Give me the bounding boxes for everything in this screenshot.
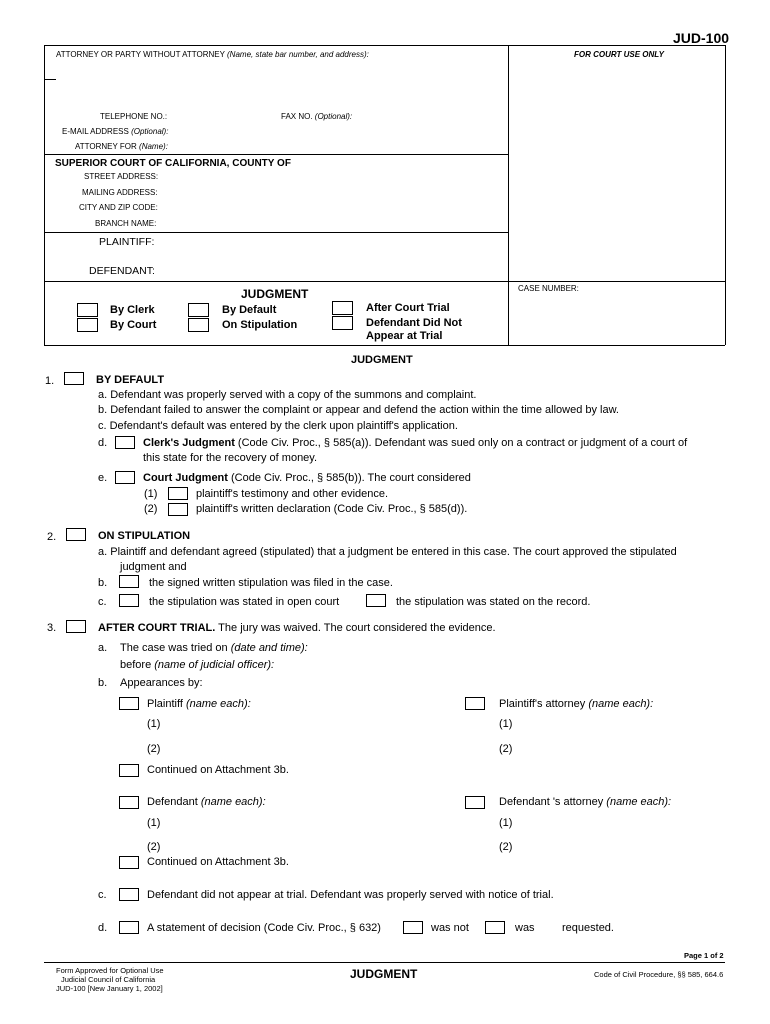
- email-label: E-MAIL ADDRESS (Optional):: [62, 127, 169, 136]
- s3-item-d-letter: d.: [98, 922, 108, 934]
- s3-plaintiff-continued-checkbox[interactable]: [119, 764, 139, 777]
- did-not-appear-label-1: Defendant Did Not: [366, 317, 462, 329]
- s1-e-checkbox[interactable]: [115, 471, 135, 484]
- s1-e2-checkbox[interactable]: [168, 503, 188, 516]
- header-divider: [508, 45, 509, 345]
- s1-title: BY DEFAULT: [96, 374, 165, 386]
- by-clerk-label: By Clerk: [110, 304, 155, 316]
- s1-e1-checkbox[interactable]: [168, 487, 188, 500]
- s3-plaintiff-checkbox[interactable]: [119, 697, 139, 710]
- s3-plaintiff-atty-n2: (2): [499, 743, 513, 755]
- s1-e1-text: plaintiff's testimony and other evidence.: [196, 488, 389, 500]
- header-line-title: [44, 281, 725, 282]
- s1-item-a: a. Defendant was properly served with a copy of the summons and complaint.: [98, 389, 477, 401]
- s2-item-c-text2: the stipulation was stated on the record.: [396, 596, 591, 608]
- telephone-label: TELEPHONE NO.:: [100, 112, 168, 121]
- s3-number: 3.: [47, 622, 57, 634]
- attorney-marker: [44, 79, 56, 80]
- s3-was-label: was: [515, 922, 535, 934]
- footer-line: [44, 962, 725, 963]
- footer-left-2: Judicial Council of California: [61, 975, 156, 984]
- footer-left-1: Form Approved for Optional Use: [56, 966, 164, 975]
- s3-was-not-checkbox[interactable]: [403, 921, 423, 934]
- header-line-parties: [44, 232, 508, 233]
- s2-item-b-text: the signed written stipulation was filed in the case.: [149, 577, 393, 589]
- did-not-appear-checkbox[interactable]: [332, 316, 353, 330]
- s3-item-d-text: A statement of decision (Code Civ. Proc., § 632): [147, 922, 381, 934]
- s2-item-c-letter: c.: [98, 596, 107, 608]
- footer-title: JUDGMENT: [350, 967, 418, 981]
- s2-item-a2: judgment and: [120, 561, 187, 573]
- s1-number: 1.: [45, 375, 55, 387]
- s1-e1-number: (1): [144, 488, 158, 500]
- by-default-label: By Default: [222, 304, 277, 316]
- s3-item-c-letter: c.: [98, 889, 107, 901]
- s3-title: AFTER COURT TRIAL. The jury was waived. The court considered the evidence.: [98, 622, 496, 634]
- s2-c2-checkbox[interactable]: [366, 594, 386, 607]
- s3-item-a-text: The case was tried on (date and time):: [120, 642, 308, 654]
- by-default-checkbox[interactable]: [188, 303, 209, 317]
- s3-item-a-before: before (name of judicial officer):: [120, 659, 275, 671]
- s3-d-checkbox[interactable]: [119, 921, 139, 934]
- s2-item-a: a. Plaintiff and defendant agreed (stipulated) that a judgment be entered in this case. The court approved the stipulated: [98, 546, 677, 558]
- s3-was-checkbox[interactable]: [485, 921, 505, 934]
- s3-plaintiff-label: Plaintiff (name each):: [147, 698, 251, 710]
- fax-label: FAX NO. (Optional):: [281, 112, 353, 121]
- form-id: JUD-100: [673, 30, 730, 46]
- s3-defendant-checkbox[interactable]: [119, 796, 139, 809]
- s3-plaintiff-atty-checkbox[interactable]: [465, 697, 485, 710]
- s2-item-c-text1: the stipulation was stated in open court: [149, 596, 340, 608]
- after-court-trial-checkbox[interactable]: [332, 301, 353, 315]
- s2-title: ON STIPULATION: [98, 530, 191, 542]
- court-title: SUPERIOR COURT OF CALIFORNIA, COUNTY OF: [55, 158, 291, 169]
- s3-plaintiff-n2: (2): [147, 743, 161, 755]
- s3-item-b-letter: b.: [98, 677, 108, 689]
- s2-item-b-letter: b.: [98, 577, 108, 589]
- attorney-for-label: ATTORNEY FOR (Name):: [75, 142, 168, 151]
- s1-item-c: c. Defendant's default was entered by the clerk upon plaintiff's application.: [98, 420, 458, 432]
- s1-d-checkbox[interactable]: [115, 436, 135, 449]
- s2-c1-checkbox[interactable]: [119, 594, 139, 607]
- s3-item-c-text: Defendant did not appear at trial. Defendant was properly served with notice of trial.: [147, 889, 554, 901]
- s3-c-checkbox[interactable]: [119, 888, 139, 901]
- s3-defendant-atty-label: Defendant 's attorney (name each):: [499, 796, 672, 808]
- attorney-label: ATTORNEY OR PARTY WITHOUT ATTORNEY (Name, state bar number, and address):: [56, 50, 369, 59]
- s2-b-checkbox[interactable]: [119, 575, 139, 588]
- header-line-court: [44, 154, 508, 155]
- by-court-checkbox[interactable]: [77, 318, 98, 332]
- s3-defendant-label: Defendant (name each):: [147, 796, 266, 808]
- s3-plaintiff-atty-n1: (1): [499, 718, 513, 730]
- footer-left-3: JUD-100 [New January 1, 2002]: [56, 984, 163, 993]
- on-stipulation-checkbox[interactable]: [188, 318, 209, 332]
- by-clerk-checkbox[interactable]: [77, 303, 98, 317]
- s3-defendant-atty-n1: (1): [499, 817, 513, 829]
- s1-item-b: b. Defendant failed to answer the complaint or appear and defend the action within the time allowed by law.: [98, 404, 619, 416]
- title-block-heading: JUDGMENT: [241, 287, 309, 301]
- s3-was-not-label: was not: [431, 922, 469, 934]
- city-label: CITY AND ZIP CODE:: [79, 203, 158, 212]
- s3-defendant-continued-checkbox[interactable]: [119, 856, 139, 869]
- s2-checkbox[interactable]: [66, 528, 86, 541]
- s3-plaintiff-n1: (1): [147, 718, 161, 730]
- s1-item-e-letter: e.: [98, 472, 108, 484]
- header-left-border: [44, 45, 45, 345]
- case-number-label: CASE NUMBER:: [518, 284, 579, 293]
- s3-item-a-letter: a.: [98, 642, 108, 654]
- s1-item-d-text2: this state for the recovery of money.: [143, 452, 318, 464]
- on-stipulation-label: On Stipulation: [222, 319, 298, 331]
- s3-defendant-n2: (2): [147, 841, 161, 853]
- section-title: JUDGMENT: [351, 354, 413, 366]
- s3-defendant-n1: (1): [147, 817, 161, 829]
- by-court-label: By Court: [110, 319, 157, 331]
- after-court-trial-label: After Court Trial: [366, 302, 450, 314]
- header-right-border: [725, 45, 726, 345]
- s2-number: 2.: [47, 531, 57, 543]
- s3-defendant-atty-checkbox[interactable]: [465, 796, 485, 809]
- s1-item-d-text: Clerk's Judgment (Code Civ. Proc., § 585(a)). Defendant was sued only on a contract or judgment of a court of: [143, 437, 688, 449]
- s3-item-b-text: Appearances by:: [120, 677, 203, 689]
- court-use-label: FOR COURT USE ONLY: [574, 50, 664, 59]
- branch-label: BRANCH NAME:: [95, 219, 157, 228]
- s3-checkbox[interactable]: [66, 620, 86, 633]
- header-bottom-border: [44, 345, 725, 346]
- s3-defendant-atty-n2: (2): [499, 841, 513, 853]
- header-top-border: [44, 45, 725, 46]
- s1-item-d-letter: d.: [98, 437, 108, 449]
- s3-plaintiff-continued-label: Continued on Attachment 3b.: [147, 764, 289, 776]
- s1-item-e-text: Court Judgment (Code Civ. Proc., § 585(b)). The court considered: [143, 472, 471, 484]
- defendant-label: DEFENDANT:: [89, 265, 155, 277]
- s3-requested-label: requested.: [562, 922, 614, 934]
- mailing-label: MAILING ADDRESS:: [82, 188, 158, 197]
- street-label: STREET ADDRESS:: [84, 172, 159, 181]
- plaintiff-label: PLAINTIFF:: [99, 236, 155, 248]
- did-not-appear-label-2: Appear at Trial: [366, 330, 443, 342]
- s1-checkbox[interactable]: [64, 372, 84, 385]
- page-number: Page 1 of 2: [684, 951, 724, 960]
- s3-plaintiff-atty-label: Plaintiff's attorney (name each):: [499, 698, 654, 710]
- s1-e2-text: plaintiff's written declaration (Code Civ. Proc., § 585(d)).: [196, 503, 468, 515]
- s1-e2-number: (2): [144, 503, 158, 515]
- s3-defendant-continued-label: Continued on Attachment 3b.: [147, 856, 289, 868]
- footer-right: Code of Civil Procedure, §§ 585, 664.6: [594, 970, 724, 979]
